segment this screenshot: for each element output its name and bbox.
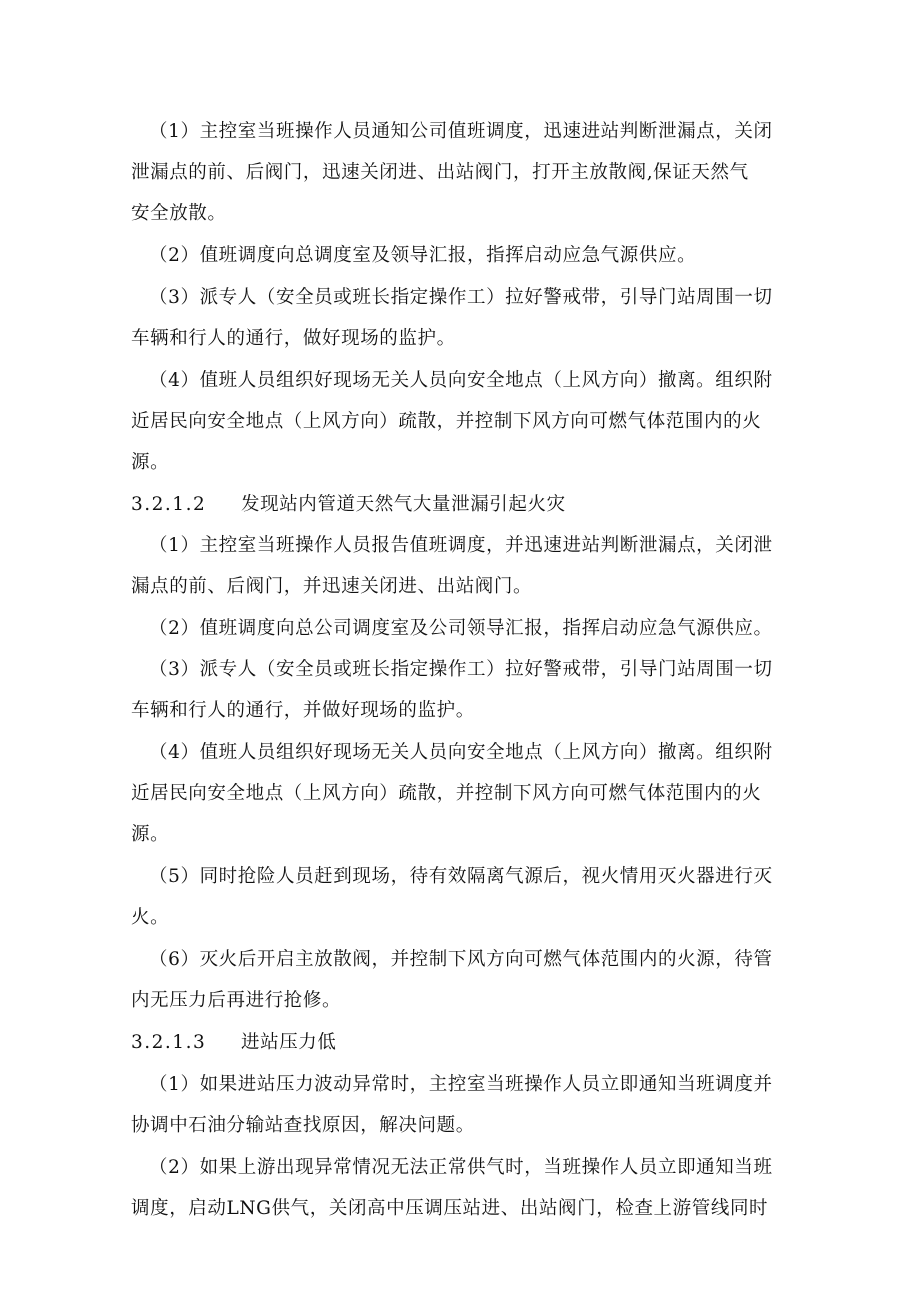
text-line: 车辆和行人的通行，做好现场的监护。 — [131, 328, 456, 349]
text-line: 源。 — [131, 452, 170, 473]
paragraph-10 — [131, 939, 793, 1021]
text-line: （3）派专人（安全员或班长指定操作工）拉好警戒带，引导门站周围一切 — [149, 659, 773, 680]
text-line: 安全放散。 — [131, 203, 227, 224]
section-number: 3.2.1.3 — [131, 1032, 207, 1053]
paragraph-9 — [131, 856, 793, 938]
paragraph-6 — [131, 608, 793, 649]
text-line: （2）如果上游出现异常情况无法正常供气时，当班操作人员立即通知当班 — [149, 1157, 773, 1178]
paragraph-1 — [131, 111, 793, 234]
text-line: （2）值班调度向总调度室及领导汇报，指挥启动应急气源供应。 — [149, 245, 697, 266]
text-line: （4）值班人员组织好现场无关人员向安全地点（上风方向）撤离。组织附 — [149, 370, 773, 391]
paragraph-11 — [131, 1064, 793, 1146]
paragraph-12 — [131, 1147, 793, 1229]
paragraph-4 — [131, 360, 793, 483]
text-line: （2）值班调度向总公司调度室及公司领导汇报，指挥启动应急气源供应。 — [149, 618, 773, 639]
section-number: 3.2.1.2 — [131, 494, 207, 515]
text-line: （4）值班人员组织好现场无关人员向安全地点（上风方向）撤离。组织附 — [149, 742, 773, 763]
text-line: 内无压力后再进行抢修。 — [131, 990, 342, 1011]
section-heading — [131, 1022, 337, 1063]
text-line: 近居民向安全地点（上风方向）疏散，并控制下风方向可燃气体范围内的火 — [131, 411, 762, 432]
text-line: （3）派专人（安全员或班长指定操作工）拉好警戒带，引导门站周围一切 — [149, 287, 773, 308]
section-title: 进站压力低 — [241, 1032, 337, 1053]
text-line: 泄漏点的前、后阀门，迅速关闭进、出站阀门，打开主放散阀,保证天然气 — [131, 162, 749, 183]
paragraph-3 — [131, 277, 793, 359]
text-line: 火。 — [131, 907, 170, 928]
text-line: 车辆和行人的通行，并做好现场的监护。 — [131, 700, 475, 721]
text-line: 协调中石油分输站查找原因，解决问题。 — [131, 1115, 475, 1136]
text-line: （5）同时抢险人员赶到现场，待有效隔离气源后，视火情用灭火器进行灭 — [149, 866, 773, 887]
text-line: 近居民向安全地点（上风方向）疏散，并控制下风方向可燃气体范围内的火 — [131, 783, 762, 804]
paragraph-8 — [131, 732, 793, 855]
text-line: （6）灭火后开启主放散阀，并控制下风方向可燃气体范围内的火源，待管 — [149, 949, 773, 970]
text-line: （1）主控室当班操作人员报告值班调度，并迅速进站判断泄漏点，关闭泄 — [149, 535, 773, 556]
text-line: 调度，启动LNG供气，关闭高中压调压站进、出站阀门，检查上游管线同时 — [131, 1198, 769, 1219]
text-line: 源。 — [131, 824, 170, 845]
paragraph-7 — [131, 649, 793, 731]
paragraph-2 — [131, 235, 793, 276]
text-line: （1）如果进站压力波动异常时，主控室当班操作人员立即通知当班调度并 — [149, 1074, 773, 1095]
section-heading — [131, 484, 566, 525]
section-title: 发现站内管道天然气大量泄漏引起火灾 — [241, 494, 566, 515]
text-line: 漏点的前、后阀门，并迅速关闭进、出站阀门。 — [131, 576, 533, 597]
paragraph-5 — [131, 525, 793, 607]
text-line: （1）主控室当班操作人员通知公司值班调度，迅速进站判断泄漏点，关闭 — [149, 121, 773, 142]
